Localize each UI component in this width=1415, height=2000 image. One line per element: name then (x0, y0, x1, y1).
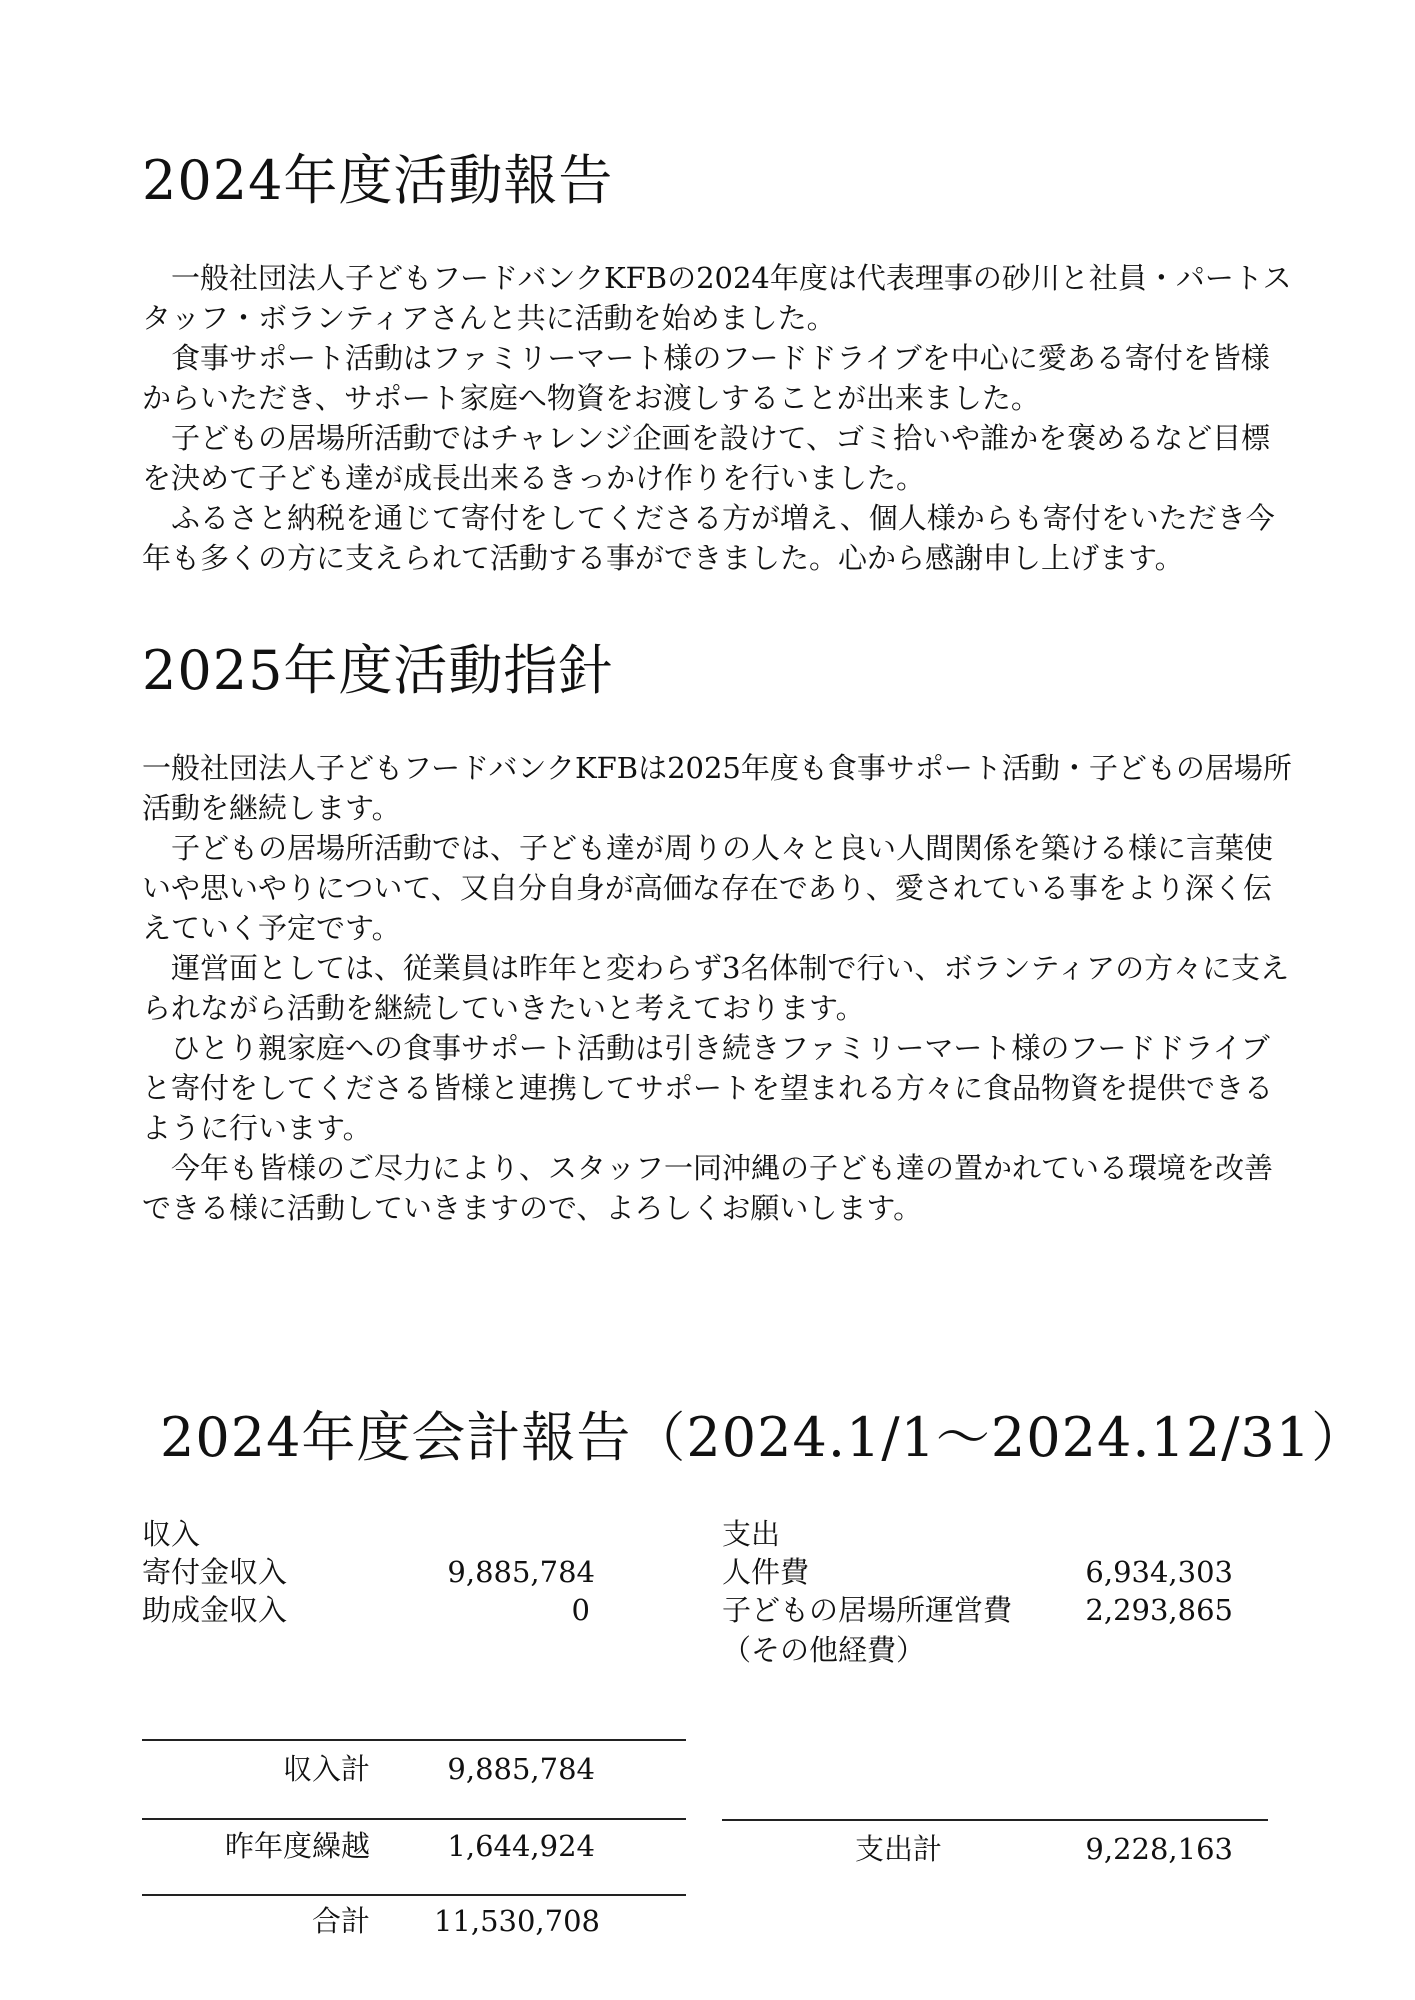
income-total-label: 収入計 (282, 1752, 370, 1786)
report-2024-paragraph-1: 一般社団法人子どもフードバンクKFBの2024年度は代表理事の砂川と社員・パートスタッフ・ボランティアさんと共に活動を始めました。 (142, 261, 1292, 335)
expense-total-divider (722, 1819, 1268, 1821)
expense-label: 支出 (722, 1517, 781, 1551)
expense-total-label: 支出計 (854, 1832, 942, 1866)
expense-item-name: 人件費 (722, 1555, 810, 1589)
income-total-value: 9,885,784 (447, 1752, 595, 1786)
expense-item-name: 子どもの居場所運営費 (722, 1593, 1013, 1627)
policy-2025-paragraph-4: ひとり親家庭への食事サポート活動は引き続きファミリーマート様のフードドライブと寄付をしてくださる皆様と連携してサポートを望まれる方々に食品物資を提供できるように行います。 (142, 1031, 1274, 1145)
report-2024-paragraph-2: 食事サポート活動はファミリーマート様のフードドライブを中心に愛ある寄付を皆様からいただき、サポート家庭へ物資をお渡しすることが出来ました。 (142, 341, 1270, 415)
income-label: 収入 (142, 1517, 201, 1551)
report-2024-body (142, 258, 1292, 578)
policy-2025-paragraph-2: 子どもの居場所活動では、子ども達が周りの人々と良い人間関係を築ける様に言葉使いや思いやりについて、又自分自身が高価な存在であり、愛されている事をより深く伝えていく予定です。 (142, 831, 1274, 945)
income-item-value: 0 (571, 1593, 590, 1627)
report-2024-paragraph-4: ふるさと納税を通じて寄付をしてくださる方が増え、個人様からも寄付をいただき今年も多くの方に支えられて活動する事ができました。心から感謝申し上げます。 (142, 501, 1275, 575)
policy-2025-body (142, 748, 1292, 1228)
carryover-divider (142, 1818, 686, 1820)
expense-item-value: 6,934,303 (1085, 1555, 1233, 1589)
policy-2025-heading: 2025年度活動指針 (142, 639, 614, 702)
income-item-name: 助成金収入 (142, 1593, 288, 1627)
carryover-value: 1,644,924 (447, 1829, 595, 1863)
accounting-title: 2024年度会計報告（2024.1/1～2024.12/31） (160, 1406, 1367, 1469)
policy-2025-paragraph-3: 運営面としては、従業員は昨年と変わらず3名体制で行い、ボランティアの方々に支えられながら活動を継続していきたいと考えております。 (142, 951, 1290, 1025)
expense-item-value: 2,293,865 (1085, 1593, 1233, 1627)
grand-total-label: 合計 (311, 1904, 370, 1938)
grand-total-divider (142, 1894, 686, 1896)
income-item-value: 9,885,784 (447, 1555, 595, 1589)
policy-2025-paragraph-5: 今年も皆様のご尽力により、スタッフ一同沖縄の子ども達の置かれている環境を改善できる様に活動していきますので、よろしくお願いします。 (142, 1151, 1274, 1225)
report-2024-heading: 2024年度活動報告 (142, 149, 614, 212)
policy-2025-paragraph-1: 一般社団法人子どもフードバンクKFBは2025年度も食事サポート活動・子どもの居場所活動を継続します。 (142, 751, 1292, 825)
income-item-name: 寄付金収入 (142, 1555, 288, 1589)
carryover-label: 昨年度繰越 (224, 1829, 370, 1863)
expense-total-value: 9,228,163 (1085, 1832, 1233, 1866)
income-total-divider (142, 1739, 686, 1741)
grand-total-value: 11,530,708 (433, 1904, 600, 1938)
report-2024-paragraph-3: 子どもの居場所活動ではチャレンジ企画を設けて、ゴミ拾いや誰かを褒めるなど目標を決めて子ども達が成長出来るきっかけ作りを行いました。 (142, 421, 1271, 495)
expense-other-note: （その他経費） (722, 1633, 926, 1667)
